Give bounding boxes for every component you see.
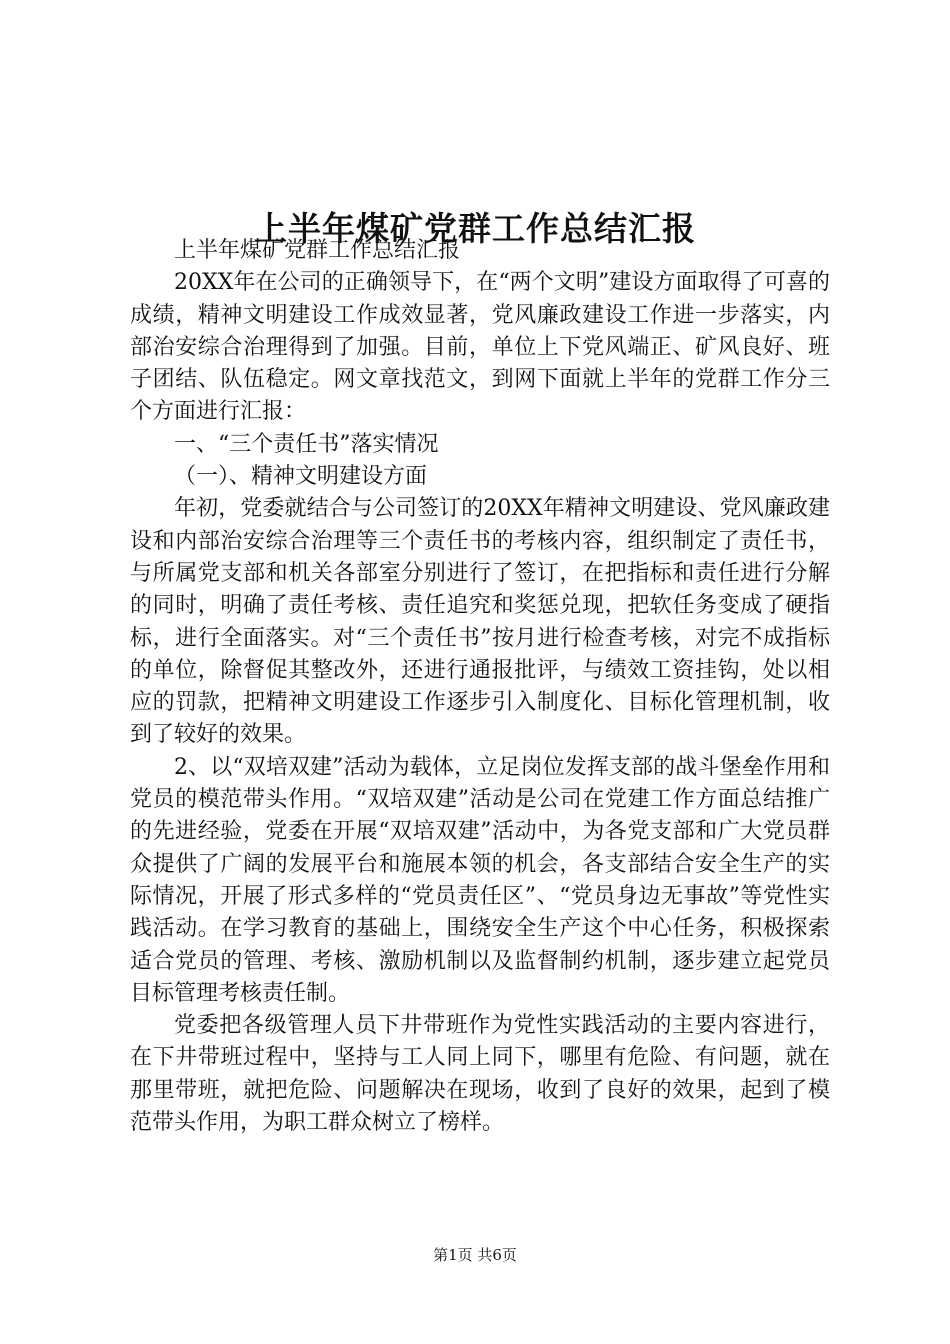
paragraph-intro: 20XX年在公司的正确领导下，在“两个文明”建设方面取得了可喜的成绩，精神文明建设工作成效显著，党风廉政建设工作进一步落实，内部治安综合治理得到了加强。目前，单位上下党风端正、矿风良好、班子团结、队伍稳定。网文章找范文，到网下面就上半年的党群工作分三个方面进行汇报：	[130, 270, 830, 425]
paragraph-shift-leading: 党委把各级管理人员下井带班作为党性实践活动的主要内容进行，在下井带班过程中，坚持与工人同上同下，哪里有危险、有问题，就在那里带班，就把危险、问题解决在现场，收到了良好的效果，起到了模范带头作用，为职工群众树立了榜样。	[130, 1013, 830, 1136]
paragraph-double-training: 2、以“双培双建”活动为载体，立足岗位发挥支部的战斗堡垒作用和党员的模范带头作用。“双培双建”活动是公司在党建工作方面总结推广的先进经验，党委在开展“双培双建”活动中，为各党支部和广大党员群众提供了广阔的发展平台和施展本领的机会，各支部结合安全生产的实际情况，开展了形式多样的“党员责任区”、“党员身边无事故”等党性实践活动。在学习教育的基础上，围绕安全生产这个中心任务，积极探索适合党员的管理、考核、激励机制以及监督制约机制，逐步建立起党员目标管理考核责任制。	[130, 754, 830, 1006]
document-title: 上半年煤矿党群工作总结汇报	[254, 209, 696, 249]
subsection-heading-1: （一）、精神文明建设方面	[174, 464, 428, 490]
page-number-footer: 第1页 共6页	[433, 1246, 517, 1264]
document-body	[130, 235, 830, 1139]
paragraph-responsibility: 年初，党委就结合与公司签订的20XX年精神文明建设、党风廉政建设和内部治安综合治理等三个责任书的考核内容，组织制定了责任书，与所属党支部和机关各部室分别进行了签订，在把指标和责任进行分解的同时，明确了责任考核、责任追究和奖惩兑现，把软任务变成了硬指标，进行全面落实。对“三个责任书”按月进行检查考核，对完不成指标的单位，除督促其整改外，还进行通报批评，与绩效工资挂钩，处以相应的罚款，把精神文明建设工作逐步引入制度化、目标化管理机制，收到了较好的效果。	[130, 496, 830, 748]
paragraph-subtitle: 上半年煤矿党群工作总结汇报	[174, 238, 461, 263]
section-heading-1: 一、“三个责任书”落实情况	[174, 431, 439, 457]
